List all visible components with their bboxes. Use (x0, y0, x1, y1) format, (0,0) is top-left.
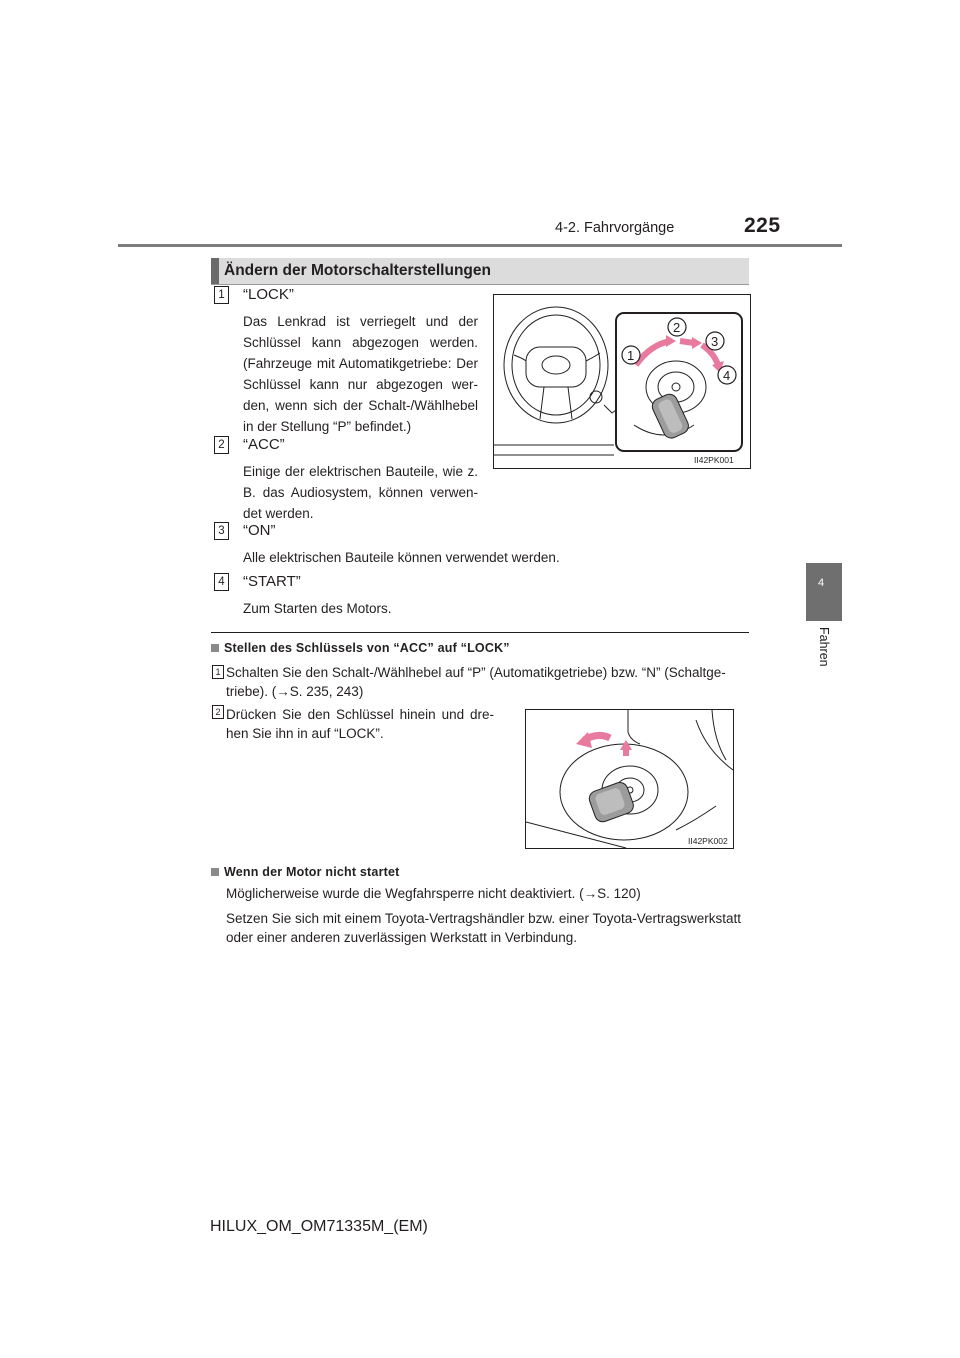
section-heading-marker (211, 258, 219, 284)
item-title-start: “START” (243, 573, 301, 590)
callout-2: 2 (673, 320, 681, 335)
step-text-2: Drücken Sie den Schlüssel hinein und dre-hen Sie ihn in auf “LOCK”. (226, 707, 494, 741)
square-bullet-icon-2 (211, 868, 219, 876)
figure-code-2: II42PK002 (688, 836, 728, 846)
document-footer: HILUX_OM_OM71335M_(EM) (210, 1218, 428, 1235)
lock-procedure-heading-text: Stellen des Schlüssels von “ACC” auf “LOCK” (224, 641, 510, 655)
page-number: 225 (744, 214, 781, 237)
item-text-lock: Das Lenkrad ist verriegelt und der Schlüssel kann abgezogen werden. (Fahrzeuge mit Automatikgetriebe: Der Schlüssel kann nur abgezogen wer-den, wenn sich der Schalt-/Wählhebel in der Stellung “P” befindet.) (243, 314, 478, 434)
chapter-tab-number: 4 (818, 577, 825, 589)
engine-note-2: Setzen Sie sich mit einem Toyota-Vertragshändler bzw. einer Toyota-Vertragswerkstatt oder einer anderen zuverlässigen Werkstatt in Verbindung. (226, 911, 742, 945)
item-text-start: Zum Starten des Motors. (243, 601, 392, 616)
section-divider (211, 632, 749, 633)
item-title-lock: “LOCK” (243, 286, 294, 303)
figure-code: II42PK001 (694, 455, 734, 465)
section-title: Ändern der Motorschalterstellungen (224, 262, 491, 279)
callout-3: 3 (711, 334, 719, 349)
ignition-switch-illustration (494, 295, 750, 468)
chapter-tab (806, 563, 842, 621)
lock-procedure-heading (211, 641, 510, 655)
item-text-acc: Einige der elektrischen Bauteile, wie z. B. das Audiosystem, können verwen-det werden. (243, 464, 478, 521)
ignition-switch-figure (493, 294, 751, 469)
callout-4: 4 (723, 368, 731, 383)
item-title-on: “ON” (243, 522, 276, 539)
step-text-1: Schalten Sie den Schalt-/Wählhebel auf “P” (Automatikgetriebe) bzw. “N” (Schaltge-triebe). (→S. 235, 243) (226, 665, 726, 699)
chapter-tab-label: Fahren (817, 627, 831, 667)
key-turn-illustration (526, 710, 733, 848)
item-number-1: 1 (214, 286, 229, 304)
step-number-1: 1 (212, 665, 224, 679)
item-number-3: 3 (214, 522, 229, 540)
section-header: 4-2. Fahrvorgänge (555, 220, 675, 236)
header-divider (118, 244, 842, 247)
item-title-acc: “ACC” (243, 436, 285, 453)
item-number-2: 2 (214, 436, 229, 454)
engine-note-1: Möglicherweise wurde die Wegfahrsperre nicht deaktiviert. (→S. 120) (226, 886, 641, 901)
engine-not-start-heading (211, 865, 400, 879)
key-turn-figure (525, 709, 734, 849)
step-number-2: 2 (212, 705, 224, 719)
key-icon-2 (587, 780, 636, 824)
item-number-4: 4 (214, 573, 229, 591)
engine-not-start-heading-text: Wenn der Motor nicht startet (224, 865, 400, 879)
square-bullet-icon (211, 644, 219, 652)
item-text-on: Alle elektrischen Bauteile können verwendet werden. (243, 550, 560, 565)
callout-1: 1 (627, 348, 635, 363)
